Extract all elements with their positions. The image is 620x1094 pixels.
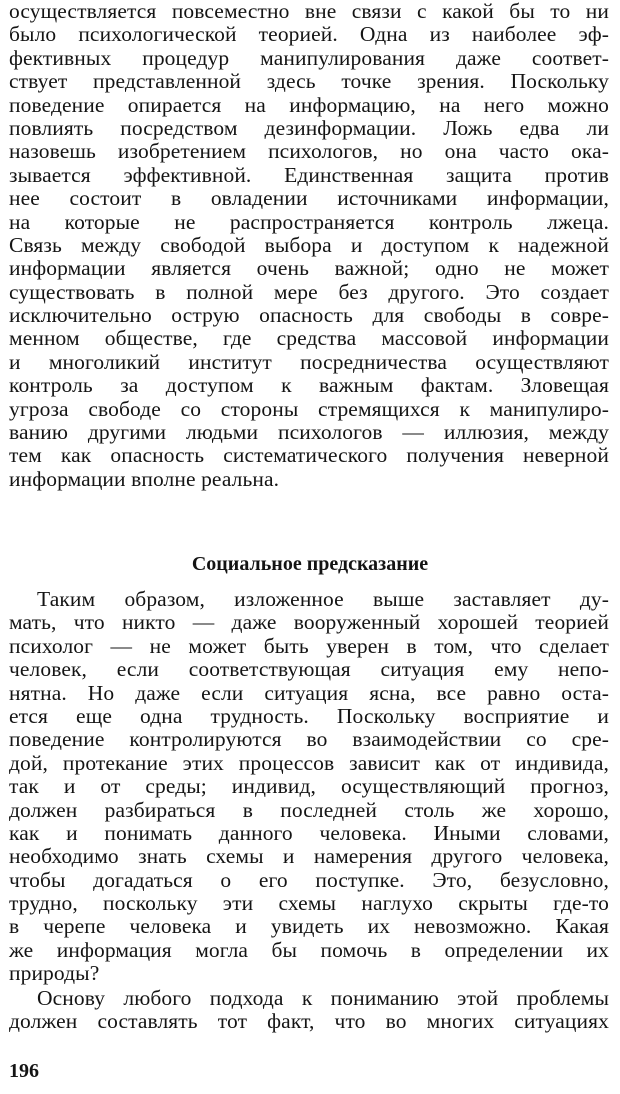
text-line: человек, если соответствующая ситуация ему непо- (9, 657, 609, 682)
text-line: же информация могла бы помочь в определении их (9, 937, 609, 962)
text-line: контроль за доступом к важным фактам. Зловещая (9, 373, 609, 398)
paragraph-3 (9, 987, 609, 1034)
text-line: информации является очень важной; одно не может (9, 256, 609, 281)
text-line: поведение опирается на информацию, на него можно (9, 92, 609, 117)
text-line: ванию другими людьми психологов — иллюзия, между (9, 420, 609, 445)
page-number: 196 (9, 1060, 39, 1082)
text-line: Таким образом, изложенное выше заставляет ду- (37, 587, 609, 611)
text-line: назовешь изобретением психологов, но она часто ока- (9, 139, 609, 164)
text-line: менном обществе, где средства массовой информации (9, 326, 609, 351)
text-line: существовать в полной мере без другого. Это создает (9, 279, 609, 304)
text-line: в черепе человека и увидеть их невозможно. Какая (9, 914, 609, 939)
text-line: Связь между свободой выбора и доступом к надежной (9, 232, 609, 257)
section-heading: Социальное предсказание (191, 553, 429, 575)
text-line: так и от среды; индивид, осуществляющий прогноз, (9, 774, 609, 799)
text-line: ется еще одна трудность. Поскольку восприятие и (9, 703, 609, 728)
text-line: информации вполне реальна. (9, 466, 280, 491)
paragraph-2 (9, 588, 609, 986)
paragraph-1 (9, 0, 609, 491)
text-line: исключительно острую опасность для свободы в совре- (9, 303, 609, 328)
text-line: было психологической теорией. Одна из наиболее эф- (9, 22, 609, 47)
text-line: зывается эффективной. Единственная защита против (9, 162, 609, 187)
text-line: чтобы догадаться о его поступке. Это, безусловно, (9, 867, 609, 892)
text-line: дой, протекание этих процессов зависит как от индивида, (9, 750, 609, 775)
text-line: необходимо знать схемы и намерения другого человека, (9, 844, 609, 869)
text-line: на которые не распространяется контроль лжеца. (9, 209, 609, 234)
text-line: осуществляется повсеместно вне связи с какой бы то ни (9, 0, 609, 23)
text-line: нятна. Но даже если ситуация ясна, все равно оста- (9, 680, 609, 705)
text-line: нее состоит в овладении источниками информации, (9, 186, 609, 211)
text-line: повлиять посредством дезинформации. Ложь едва ли (9, 115, 609, 140)
text-line: трудно, поскольку эти схемы наглухо скрыты где-то (9, 891, 609, 916)
text-line: и многоликий институт посредничества осуществляют (9, 349, 609, 374)
text-line: природы? (9, 961, 100, 986)
text-line: ствует представленной здесь точке зрения. Поскольку (9, 69, 609, 94)
text-line: мать, что никто — даже вооруженный хорошей теорией (9, 610, 609, 635)
text-line: Основу любого подхода к пониманию этой проблемы (37, 986, 609, 1010)
text-line: поведение контролируются во взаимодействии со сре- (9, 727, 609, 752)
text-line: угроза свободе со стороны стремящихся к манипулиро- (9, 396, 609, 421)
text-line: как и понимать данного человека. Иными словами, (9, 820, 609, 845)
text-line: должен составлять тот факт, что во многих ситуациях (9, 1009, 609, 1034)
text-line: должен разбираться в последней столь же хорошо, (9, 797, 609, 822)
text-line: фективных процедур манипулирования даже соответ- (9, 45, 609, 70)
text-line: тем как опасность систематического получения неверной (9, 443, 609, 468)
text-line: психолог — не может быть уверен в том, что сделает (9, 633, 609, 658)
